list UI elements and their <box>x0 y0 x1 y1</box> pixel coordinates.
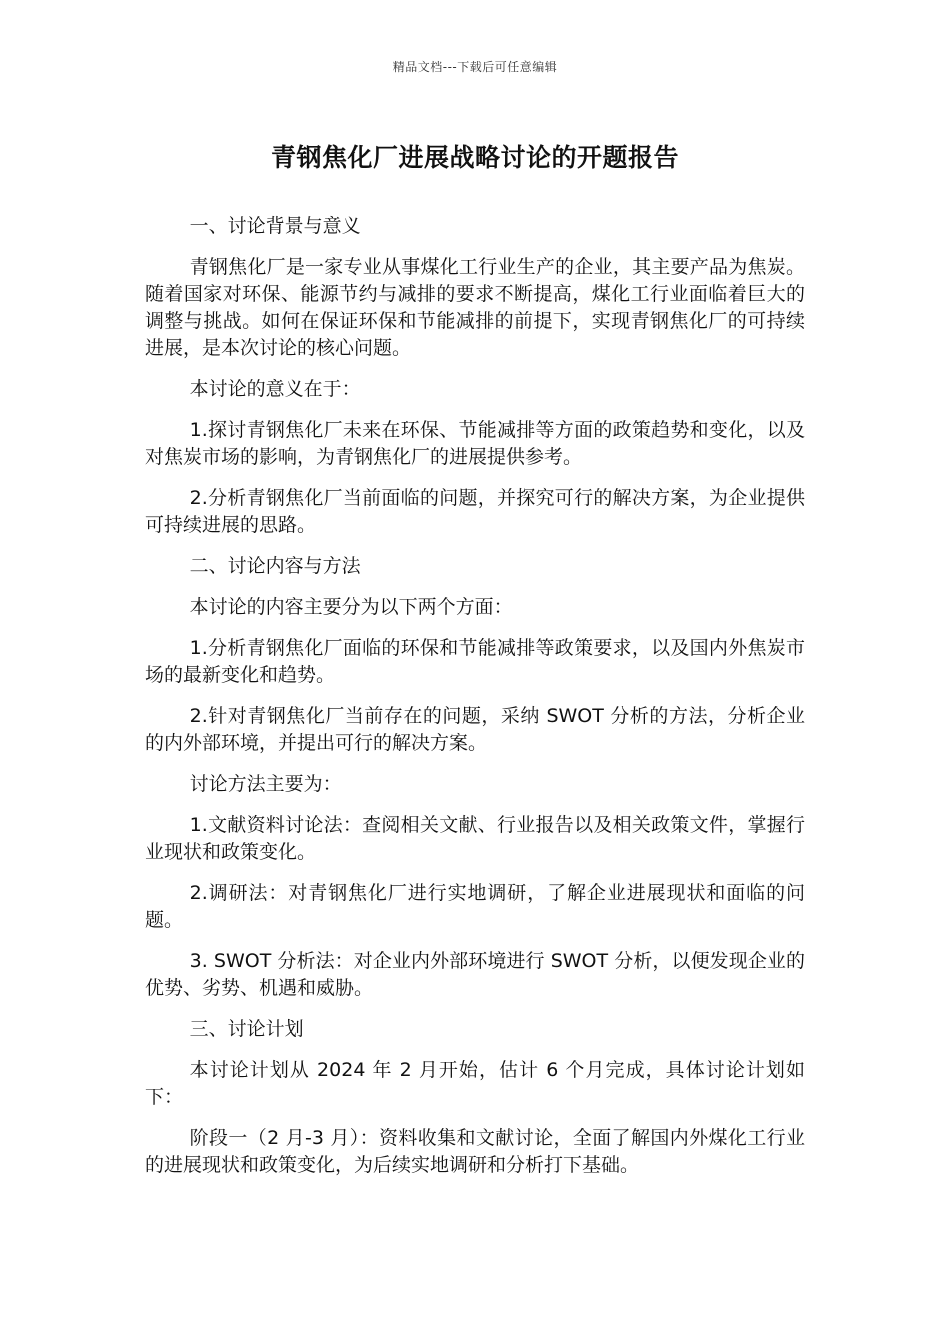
list-item-significance-2: 2.分析青钢焦化厂当前面临的问题，并探究可行的解决方案，为企业提供可持续进展的思路。 <box>145 487 805 536</box>
list-item-significance-1: 1.探讨青钢焦化厂未来在环保、节能减排等方面的政策趋势和变化，以及对焦炭市场的影响，为青钢焦化厂的进展提供参考。 <box>145 419 805 468</box>
paragraph-background: 青钢焦化厂是一家专业从事煤化工行业生产的企业，其主要产品为焦炭。随着国家对环保、能源节约与减排的要求不断提高，煤化工行业面临着巨大的调整与挑战。如何在保证环保和节能减排的前提下，实现青钢焦化厂的可持续进展，是本次讨论的核心问题。 <box>145 256 805 359</box>
paragraph-methods-intro: 讨论方法主要为： <box>189 773 342 795</box>
paragraph-plan-stage-1: 阶段一（2 月-3 月）：资料收集和文献讨论，全面了解国内外煤化工行业的进展现状和政策变化，为后续实地调研和分析打下基础。 <box>145 1127 805 1176</box>
section-heading-background: 一、讨论背景与意义 <box>189 215 361 237</box>
list-item-content-2: 2.针对青钢焦化厂当前存在的问题，采纳 SWOT 分析的方法，分析企业的内外部环境，并提出可行的解决方案。 <box>145 705 805 754</box>
paragraph-content-intro: 本讨论的内容主要分为以下两个方面： <box>189 596 513 618</box>
document-body <box>145 213 805 1193</box>
list-item-method-2: 2.调研法：对青钢焦化厂进行实地调研，了解企业进展现状和面临的问题。 <box>145 882 805 931</box>
document-title: 青钢焦化厂进展战略讨论的开题报告 <box>270 143 679 172</box>
list-item-method-3: 3. SWOT 分析法：对企业内外部环境进行 SWOT 分析，以便发现企业的优势、劣势、机遇和威胁。 <box>145 950 805 999</box>
section-heading-plan: 三、讨论计划 <box>189 1018 304 1040</box>
paragraph-significance-intro: 本讨论的意义在于： <box>189 378 361 400</box>
list-item-content-1: 1.分析青钢焦化厂面临的环保和节能减排等政策要求，以及国内外焦炭市场的最新变化和趋势。 <box>145 637 805 686</box>
page-header: 精品文档---下载后可任意编辑 <box>392 60 558 74</box>
section-heading-content-methods: 二、讨论内容与方法 <box>189 555 361 577</box>
paragraph-plan-intro: 本讨论计划从 2024 年 2 月开始，估计 6 个月完成，具体讨论计划如下： <box>145 1059 805 1108</box>
list-item-method-1: 1.文献资料讨论法：查阅相关文献、行业报告以及相关政策文件，掌握行业现状和政策变化。 <box>145 814 805 863</box>
